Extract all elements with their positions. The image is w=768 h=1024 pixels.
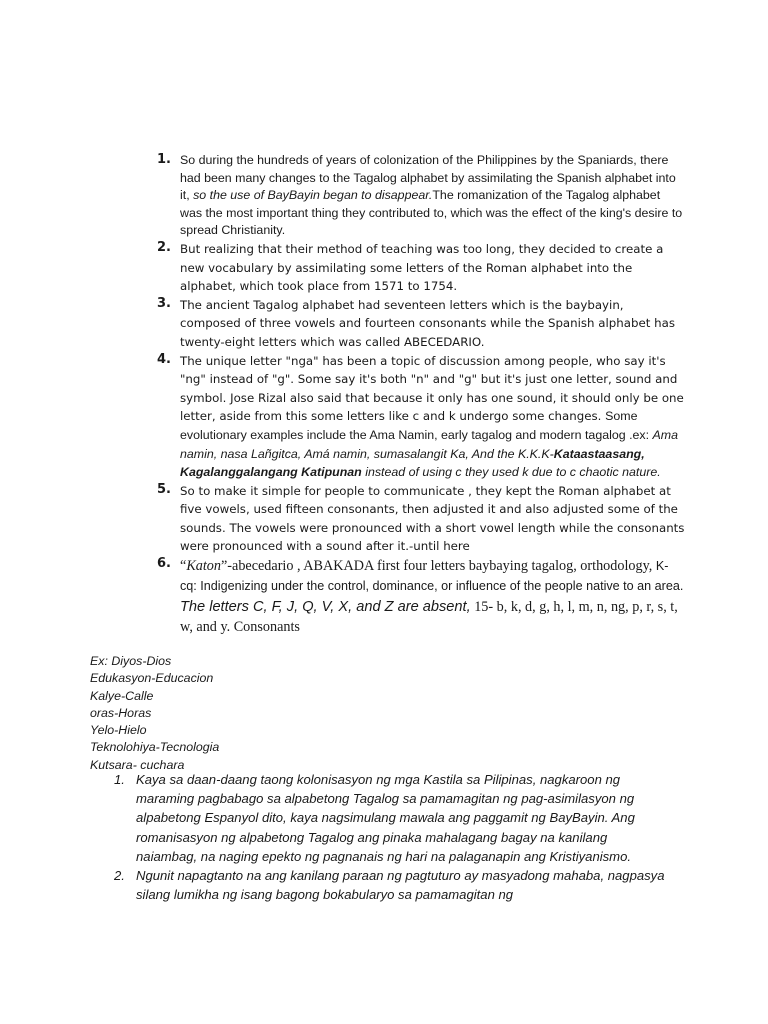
text-run-italic: Katon [186,558,221,575]
text-run: Some evolutionary examples include the Ama Namin, early tagalog and modern tagalog .ex: [180,409,653,442]
example-line: Teknolohiya-Tecnologia [90,740,220,755]
list-number: 1. [157,152,171,167]
example-line: Kutsara- cuchara [90,757,185,772]
example-line: Ex: Diyos-Dios [90,654,172,668]
text-run: The unique letter "nga" has been a topic of discussion among people, who say it's "ng" instead of "g". Some say it's both "n" and "g" but it's just one letter, sound and symbol. Jose Rizal also said that because it only has one sound, it should only be one letter, aside from this some letters like c and k undergo some changes. [180,353,684,424]
text-run-italic: instead of using c they used k due to c chaotic nature. [361,465,661,480]
text-run: So during the hundreds of years of colonization of the Philippines by the Spaniards, there had been many changes to the Tagalog alphabet by assimilating the Spanish alphabet into it, [180,153,676,203]
list-item [145,352,685,482]
list-item-text: Kaya sa daan-daang taong kolonisasyon ng mga Kastila sa Pilipinas, nagkaroon ng maraming pagbabago sa alpabetong Tagalog sa pamamagitan ng pag-asimilasyon ng alpabetong Espanyol dito, kaya nagsimulang mawala ang paggamit ng BayBayin. Ang romanisasyon ng alpabetong Tagalog ang pinaka mahalagang bagay na kanilang naiambag, na naging epekto ng pagnanais ng hari na palaganapin ang Kristiyanismo. [136,772,635,864]
list-item [110,866,670,904]
list-item [145,482,685,556]
english-numbered-list [145,152,685,638]
text-run: ”-abecedario , ABAKADA first four letters baybaying tagalog, orthodology, [221,558,656,575]
list-item-text: So to make it simple for people to communicate , they kept the Roman alphabet at five vowels, used fifteen consonants, then adjusted it and also adjusted some of the sounds. The vowels were pronounced with a short vowel length while the consonants were pronounced with a sound after it.-until here [180,483,685,554]
list-item [145,296,685,352]
tagalog-numbered-list [110,770,670,904]
text-run-italic: The letters C, F, J, Q, V, X, and Z are absent, [180,598,471,615]
example-line: Yelo-Hielo [90,723,147,738]
list-number: 1. [114,772,125,787]
list-item [145,556,685,638]
text-run-bold-italic: Kataastaasang, Kagalanggalangang Katipunan [180,446,645,480]
list-item-text [180,152,685,240]
examples-block [90,653,219,774]
list-number: 4. [157,351,171,367]
text-run-italic: Ama namin, nasa Lañgitca, Amá namin, sumasalangit Ka, And the K.K.K- [180,427,678,461]
text-run: “ [180,558,187,575]
list-item [145,152,685,240]
example-line: oras-Horas [90,705,152,720]
example-line: Edukasyon-Educacion [90,671,214,686]
list-item-text: Ngunit napagtanto na ang kanilang paraan ng pagtuturo ay masyadong mahaba, nagpasya silang lumikha ng isang bagong bokabularyo sa pamamagitan ng [136,868,665,903]
list-item-text [180,556,685,638]
example-line: Kalye-Calle [90,688,154,703]
list-item-text: The ancient Tagalog alphabet had seventeen letters which is the baybayin, composed of three vowels and fourteen consonants while the Spanish alphabet has twenty-eight letters which was called ABECEDARIO. [180,297,675,349]
list-item-text: But realizing that their method of teaching was too long, they decided to create a new vocabulary by assimilating some letters of the Roman alphabet into the alphabet, which took place from 1571 to 1754. [180,241,664,294]
list-number: 2. [114,868,125,884]
text-run: K-cq: Indigenizing under the control, dominance, or influence of the people native to an area. [180,559,684,594]
text-run-italic: so the use of BayBayin began to disappear. [193,188,433,203]
list-number: 3. [157,295,171,311]
list-item [110,770,670,866]
list-number: 6. [157,556,171,572]
list-number: 5. [157,481,171,497]
list-item-text [180,352,685,482]
text-run: 15- b, k, d, g, h, l, m, n, ng, p, r, s, t, w, and y. Consonants [180,598,678,636]
list-item [145,240,685,296]
list-number: 2. [157,239,171,255]
text-run: The romanization of the Tagalog alphabet was the most important thing they contributed to, which was the effect of the king's desire to spread Christianity. [180,188,683,238]
